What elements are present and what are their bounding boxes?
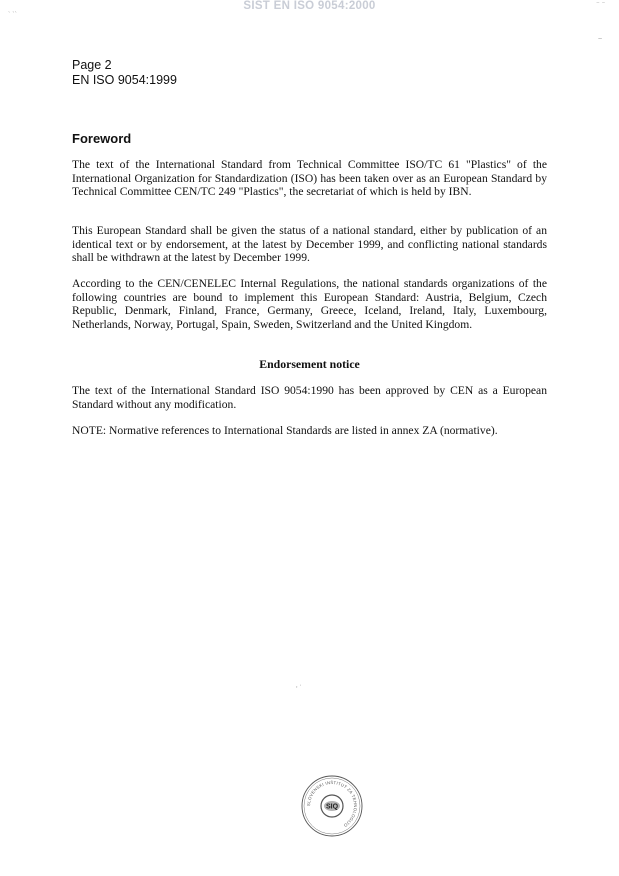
endorsement-notice-heading: Endorsement notice	[259, 357, 360, 371]
official-stamp-seal	[301, 775, 363, 837]
scan-speck: ` ``	[8, 12, 17, 19]
paragraph-text: This European Standard shall be given the status of a national standard, either by publication of an identical text or by endorsement, at the latest by December 1999, and conflicting national standards shall be withdrawn at the latest by December 1999.	[72, 224, 547, 264]
foreword-paragraph-2	[72, 224, 547, 265]
paragraph-text: According to the CEN/CENELEC Internal Regulations, the national standards organizations of the following countries are bound to implement this European Standard: Austria, Belgium, Czech Republic, Denmark, Finland, France, Germany, Greece, Iceland, Ireland, Italy, Luxembourg, Netherlands, Norway, Portugal, Spain, Sweden, Switzerland and the United Kingdom.	[72, 277, 547, 331]
document-watermark: SIST EN ISO 9054:2000	[243, 0, 376, 12]
paragraph-text: NOTE: Normative references to International Standards are listed in annex ZA (normative).	[72, 424, 498, 437]
foreword-paragraph-1	[72, 158, 547, 199]
paragraph-text: The text of the International Standard ISO 9054:1990 has been approved by CEN as a European Standard without any modification.	[72, 384, 547, 411]
page-header	[72, 58, 177, 88]
endorsement-paragraph-1	[72, 384, 547, 411]
stamp-center-text: SIQ	[325, 803, 339, 811]
paragraph-text: The text of the International Standard from Technical Committee ISO/TC 61 "Plastics" of the International Organization for Standardization (ISO) has been taken over as an European Standard by Technical Committee CEN/TC 249 "Plastics", the secretariat of which is held by IBN.	[72, 158, 547, 198]
stamp-ring-textpath: SLOVENSKI INŠTITUT ZA TEHNOLOGIJO	[305, 779, 359, 829]
endorsement-note	[72, 424, 547, 438]
scan-speck: ⁻ ⁻	[596, 1, 606, 8]
foreword-paragraph-3	[72, 277, 547, 331]
scan-speck: ‚ ·	[296, 682, 302, 689]
standard-identifier: EN ISO 9054:1999	[72, 73, 177, 87]
foreword-heading: Foreword	[72, 131, 132, 146]
page-number: Page 2	[72, 58, 112, 72]
scan-speck: ~	[598, 36, 603, 43]
